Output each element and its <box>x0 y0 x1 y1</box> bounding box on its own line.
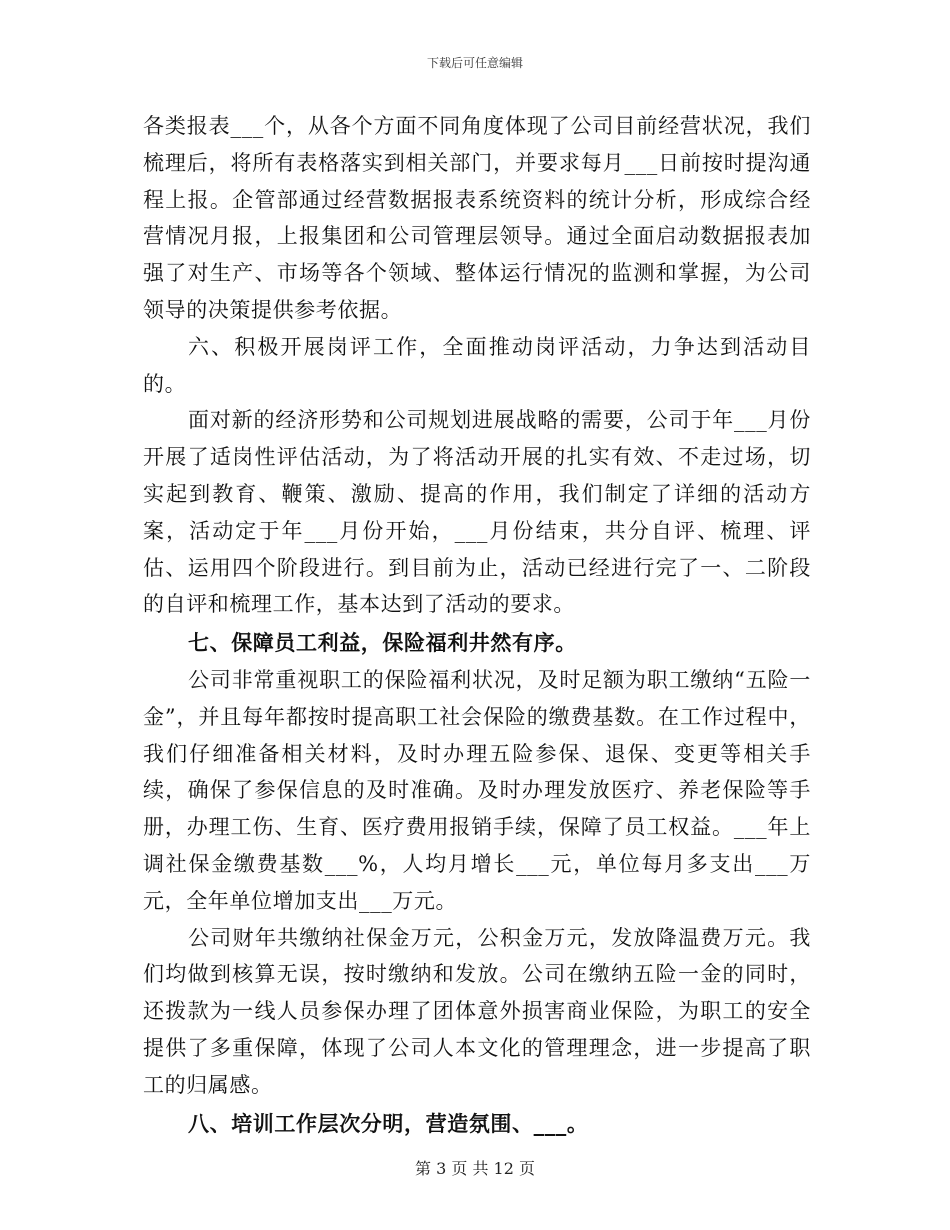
paragraph-section-six-title: 六、积极开展岗评工作，全面推动岗评活动，力争达到活动目的。 <box>143 334 811 396</box>
heading-section-seven: 七、保障员工利益，保险福利井然有序。 <box>188 631 577 656</box>
page-number-footer: 第 3 页 共 12 页 <box>415 1159 535 1178</box>
heading-section-eight: 八、培训工作层次分明，营造氛围、___。 <box>188 1111 589 1136</box>
document-body <box>143 108 811 1142</box>
paragraph-reports: 各类报表___个，从各个方面不同角度体现了公司目前经营状况，我们梳理后，将所有表格落实到相关部门，并要求每月___日前按时提沟通程上报。企管部通过经营数据报表系统资料的统计分析，形成综合经营情况月报，上报集团和公司管理层领导。通过全面启动数据报表加强了对生产、市场等各个领域、整体运行情况的监测和掌握，为公司领导的决策提供参考依据。 <box>143 114 811 322</box>
page-header: 下载后可任意编辑 <box>426 56 523 70</box>
paragraph-social-security-payment: 公司财年共缴纳社保金万元，公积金万元，发放降温费万元。我们均做到核算无误，按时缴纳和发放。公司在缴纳五险一金的同时，还拨款为一线人员参保办理了团体意外损害商业保险，为职工的安全提供了多重保障，体现了公司人本文化的管理理念，进一步提高了职工的归属感。 <box>143 925 811 1097</box>
paragraph-insurance-welfare: 公司非常重视职工的保险福利状况，及时足额为职工缴纳“五险一金”，并且每年都按时提高职工社会保险的缴费基数。在工作过程中，我们仔细准备相关材料，及时办理五险参保、退保、变更等相关手续，确保了参保信息的及时准确。及时办理发放医疗、养老保险等手册，办理工伤、生育、医疗费用报销手续，保障了员工权益。___年上调社保金缴费基数___%，人均月增长___元，单位每月多支出___万元，全年单位增加支出___万元。 <box>143 667 811 913</box>
paragraph-job-evaluation: 面对新的经济形势和公司规划进展战略的需要，公司于年___月份开展了适岗性评估活动，为了将活动开展的扎实有效、不走过场，切实起到教育、鞭策、激励、提高的作用，我们制定了详细的活动方案，活动定于年___月份开始，___月份结束，共分自评、梳理、评估、运用四个阶段进行。到目前为止，活动已经进行完了一、二阶段的自评和梳理工作，基本达到了活动的要求。 <box>143 408 811 617</box>
